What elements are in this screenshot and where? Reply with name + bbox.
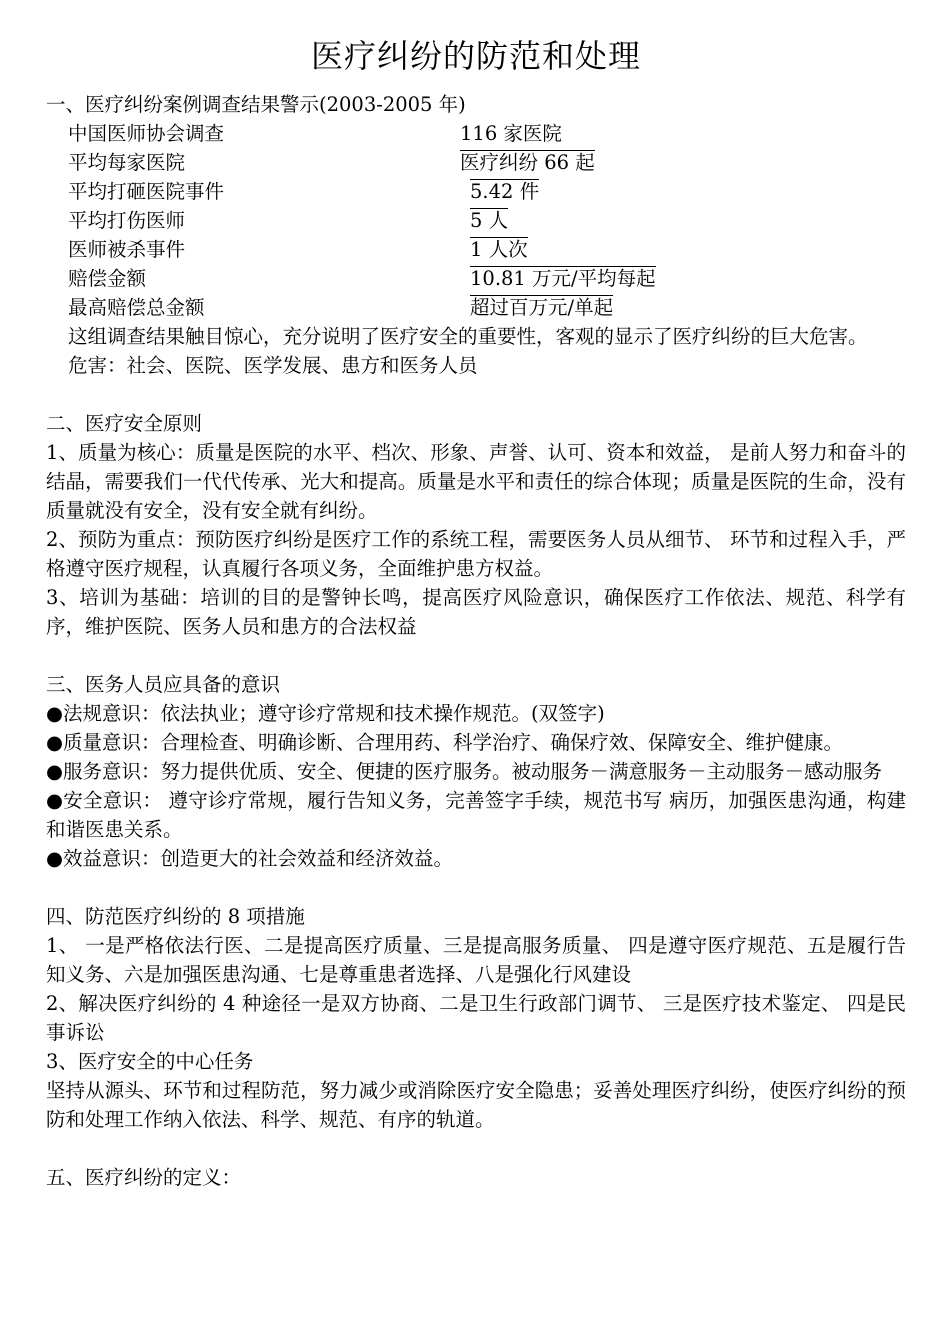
stat-row: [46, 293, 906, 322]
awareness-item: ●质量意识：合理检查、明确诊断、合理用药、科学治疗、确保疗效、保障安全、维护健康。: [46, 731, 844, 754]
stat-value: [460, 206, 906, 235]
stat-label: 最高赔偿总金额: [68, 296, 205, 319]
document-page: [46, 36, 906, 1192]
measure-item: 坚持从源头、环节和过程防范，努力减少或消除医疗安全隐患；妥善处理医疗纠纷，使医疗纠纷的预防和处理工作纳入依法、科学、规范、有序的轨道。: [46, 1079, 906, 1131]
stat-row: [46, 235, 906, 264]
principle-item: 3、培训为基础：培训的目的是警钟长鸣，提高医疗风险意识，确保医疗工作依法、规范、科学有序，维护医院、医务人员和患方的合法权益: [46, 586, 906, 638]
measure-item: 2、解决医疗纠纷的 4 种途径一是双方协商、二是卫生行政部门调节、 三是医疗技术鉴定、 四是民事诉讼: [46, 992, 906, 1044]
stat-value: 116 家医院: [460, 122, 562, 145]
stat-value: [460, 235, 906, 264]
principle-item: 2、预防为重点：预防医疗纠纷是医疗工作的系统工程，需要医务人员从细节、 环节和过程入手，严格遵守医疗规程，认真履行各项义务，全面维护患方权益。: [46, 528, 906, 580]
section-heading: 三、医务人员应具备的意识: [46, 673, 281, 696]
stat-value: [460, 264, 906, 293]
awareness-item: ●服务意识：努力提供优质、安全、便捷的医疗服务。被动服务－满意服务－主动服务－感动服务: [46, 760, 883, 783]
stat-row: [46, 148, 906, 177]
stat-value: [460, 177, 906, 206]
section-heading: 一、医疗纠纷案例调查结果警示(2003-2005 年): [46, 93, 466, 116]
awareness-item: ●法规意识：依法执业；遵守诊疗常规和技术操作规范。(双签字): [46, 702, 605, 725]
spacer: [46, 641, 906, 670]
stat-row: [46, 119, 906, 148]
stat-value-text: 医疗纠纷 66 起: [460, 151, 595, 174]
section-warning-survey: [46, 90, 906, 380]
stat-value-text: 超过百万元/单起: [470, 296, 614, 319]
stat-value: [460, 293, 906, 322]
harm-line: 危害：社会、医院、医学发展、患方和医务人员: [68, 354, 478, 377]
stat-label: 中国医师协会调查: [68, 122, 225, 145]
section-heading: 四、防范医疗纠纷的 8 项措施: [46, 905, 305, 928]
awareness-item: ●安全意识： 遵守诊疗常规，履行告知义务，完善签字手续，规范书写 病历，加强医患沟通，构建和谐医患关系。: [46, 789, 906, 841]
spacer: [46, 380, 906, 409]
stat-value-text: 1 人次: [470, 238, 528, 261]
section-prevention-measures: [46, 902, 906, 1134]
stat-value-text: 5.42 件: [470, 180, 540, 203]
awareness-item: ●效益意识：创造更大的社会效益和经济效益。: [46, 847, 454, 870]
section-heading: 五、医疗纠纷的定义：: [46, 1166, 242, 1189]
stat-label: 赔偿金额: [68, 267, 147, 290]
section-staff-awareness: [46, 670, 906, 873]
stat-row: [46, 206, 906, 235]
principle-item: 1、质量为核心：质量是医院的水平、档次、形象、声誉、认可、资本和效益， 是前人努力和奋斗的结晶，需要我们一代代传承、光大和提高。质量是水平和责任的综合体现；质量是医院的生命，没有质量就没有安全，没有安全就有纠纷。: [46, 441, 906, 522]
document-title: 医疗纠纷的防范和处理: [310, 37, 641, 75]
stat-value: [460, 148, 906, 177]
stat-label: 平均打砸医院事件: [68, 180, 225, 203]
stat-value-text: 10.81 万元/平均每起: [470, 267, 656, 290]
stat-row: [46, 177, 906, 206]
spacer: [46, 1134, 906, 1163]
stat-value-text: 5 人: [470, 209, 509, 232]
section-safety-principles: [46, 409, 906, 641]
stat-row: [46, 264, 906, 293]
stat-label: 平均打伤医师: [68, 209, 186, 232]
stat-label: 医师被杀事件: [68, 238, 186, 261]
spacer: [46, 873, 906, 902]
survey-summary: 这组调查结果触目惊心，充分说明了医疗安全的重要性，客观的显示了医疗纠纷的巨大危害。: [68, 325, 868, 348]
measure-item: 3、医疗安全的中心任务: [46, 1050, 254, 1073]
stat-label: 平均每家医院: [68, 151, 186, 174]
measure-item: 1、 一是严格依法行医、二是提高医疗质量、三是提高服务质量、 四是遵守医疗规范、五是履行告知义务、六是加强医患沟通、七是尊重患者选择、八是强化行风建设: [46, 934, 906, 986]
section-heading: 二、医疗安全原则: [46, 412, 203, 435]
section-dispute-definition: [46, 1163, 906, 1192]
